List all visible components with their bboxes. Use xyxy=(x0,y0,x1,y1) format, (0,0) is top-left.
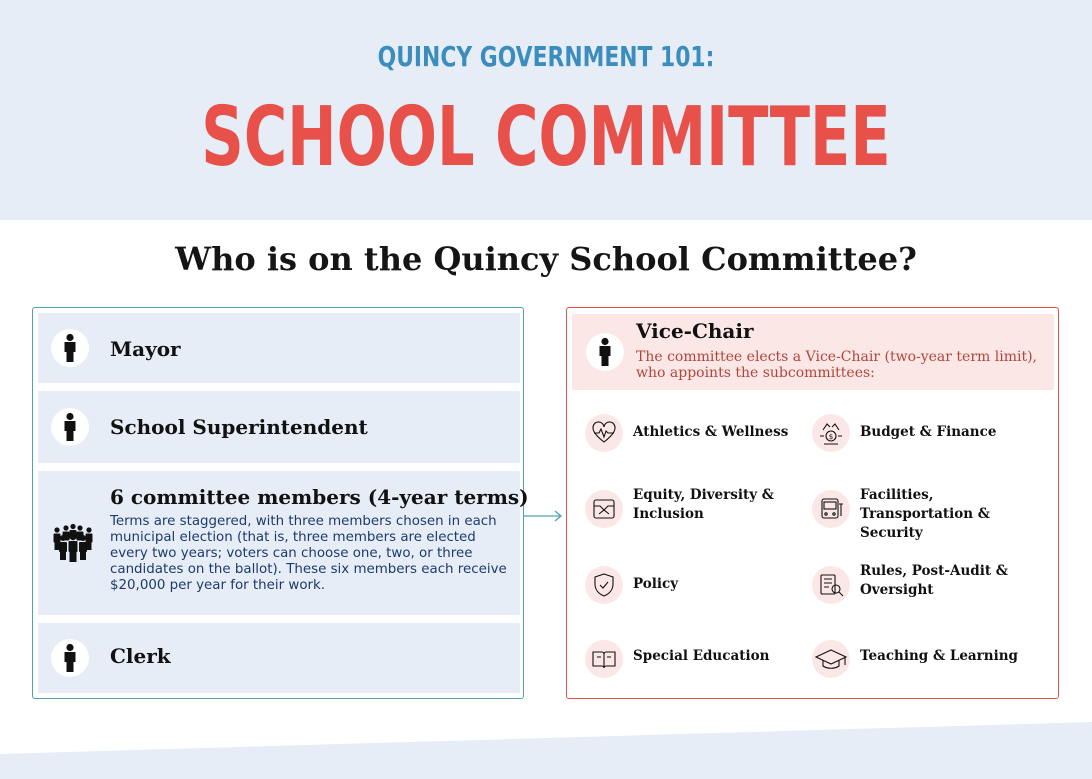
vice-chair-title: Vice-Chair xyxy=(636,319,754,343)
shield-check-icon xyxy=(585,566,623,604)
subcommittee-special-education xyxy=(585,636,800,680)
member-name: 6 committee members (4-year terms) xyxy=(110,485,529,509)
vice-chair-panel xyxy=(566,307,1059,699)
header-kicker: QUINCY GOVERNMENT 101: xyxy=(377,40,715,73)
subcommittee-label: Budget & Finance xyxy=(860,424,997,440)
vice-chair-card xyxy=(572,314,1054,390)
subcommittee-label: Special Education xyxy=(633,648,770,664)
subcommittee-label: Rules, Post-Audit & Oversight xyxy=(860,563,1008,598)
subcommittee-rules xyxy=(812,562,1047,606)
subcommittee-label: Teaching & Learning xyxy=(860,648,1018,664)
open-book-icon xyxy=(585,640,623,678)
subcommittee-budget xyxy=(812,410,1047,454)
person-icon xyxy=(51,329,89,367)
person-icon xyxy=(51,639,89,677)
section-question: Who is on the Quincy School Committee? xyxy=(175,240,917,278)
subcommittee-equity xyxy=(585,486,800,530)
member-name: Mayor xyxy=(110,337,181,361)
audit-search-icon xyxy=(812,566,850,604)
member-description: Terms are staggered, with three members chosen in each municipal election (that is, three members are elected every two years; voters can choose one, two, or three candidates on the ballot). These six members each receive $20,000 per year for their work. xyxy=(110,514,507,593)
members-panel xyxy=(32,307,529,699)
member-row-committee xyxy=(38,471,529,615)
arrow-icon xyxy=(522,508,564,524)
subcommittee-label: Equity, Diversity & Inclusion xyxy=(633,487,774,522)
svg-text:$: $ xyxy=(828,433,834,441)
member-row-clerk xyxy=(38,623,520,693)
member-name: School Superintendent xyxy=(110,415,368,439)
money-hand-icon xyxy=(812,414,850,452)
member-row-mayor xyxy=(38,313,520,383)
member-name: Clerk xyxy=(110,644,171,668)
person-icon xyxy=(586,333,624,371)
graduation-cap-icon xyxy=(812,640,850,678)
member-row-superintendent xyxy=(38,391,520,463)
person-icon xyxy=(51,408,89,446)
group-icon xyxy=(51,521,95,565)
subcommittee-teaching xyxy=(812,636,1047,680)
subcommittee-label: Facilities, Transportation & Security xyxy=(860,487,990,541)
handshake-icon xyxy=(585,490,623,528)
page-title: SCHOOL COMMITTEE xyxy=(201,90,891,185)
bus-icon xyxy=(812,490,850,528)
heartbeat-icon xyxy=(585,414,623,452)
subcommittee-label: Policy xyxy=(633,576,679,592)
subcommittee-athletics xyxy=(585,410,800,454)
subcommittee-facilities xyxy=(812,486,1047,541)
vice-chair-description: The committee elects a Vice-Chair (two-year term limit), who appoints the subcommittees: xyxy=(636,349,1037,381)
subcommittee-policy xyxy=(585,562,800,606)
subcommittee-label: Athletics & Wellness xyxy=(633,424,789,440)
